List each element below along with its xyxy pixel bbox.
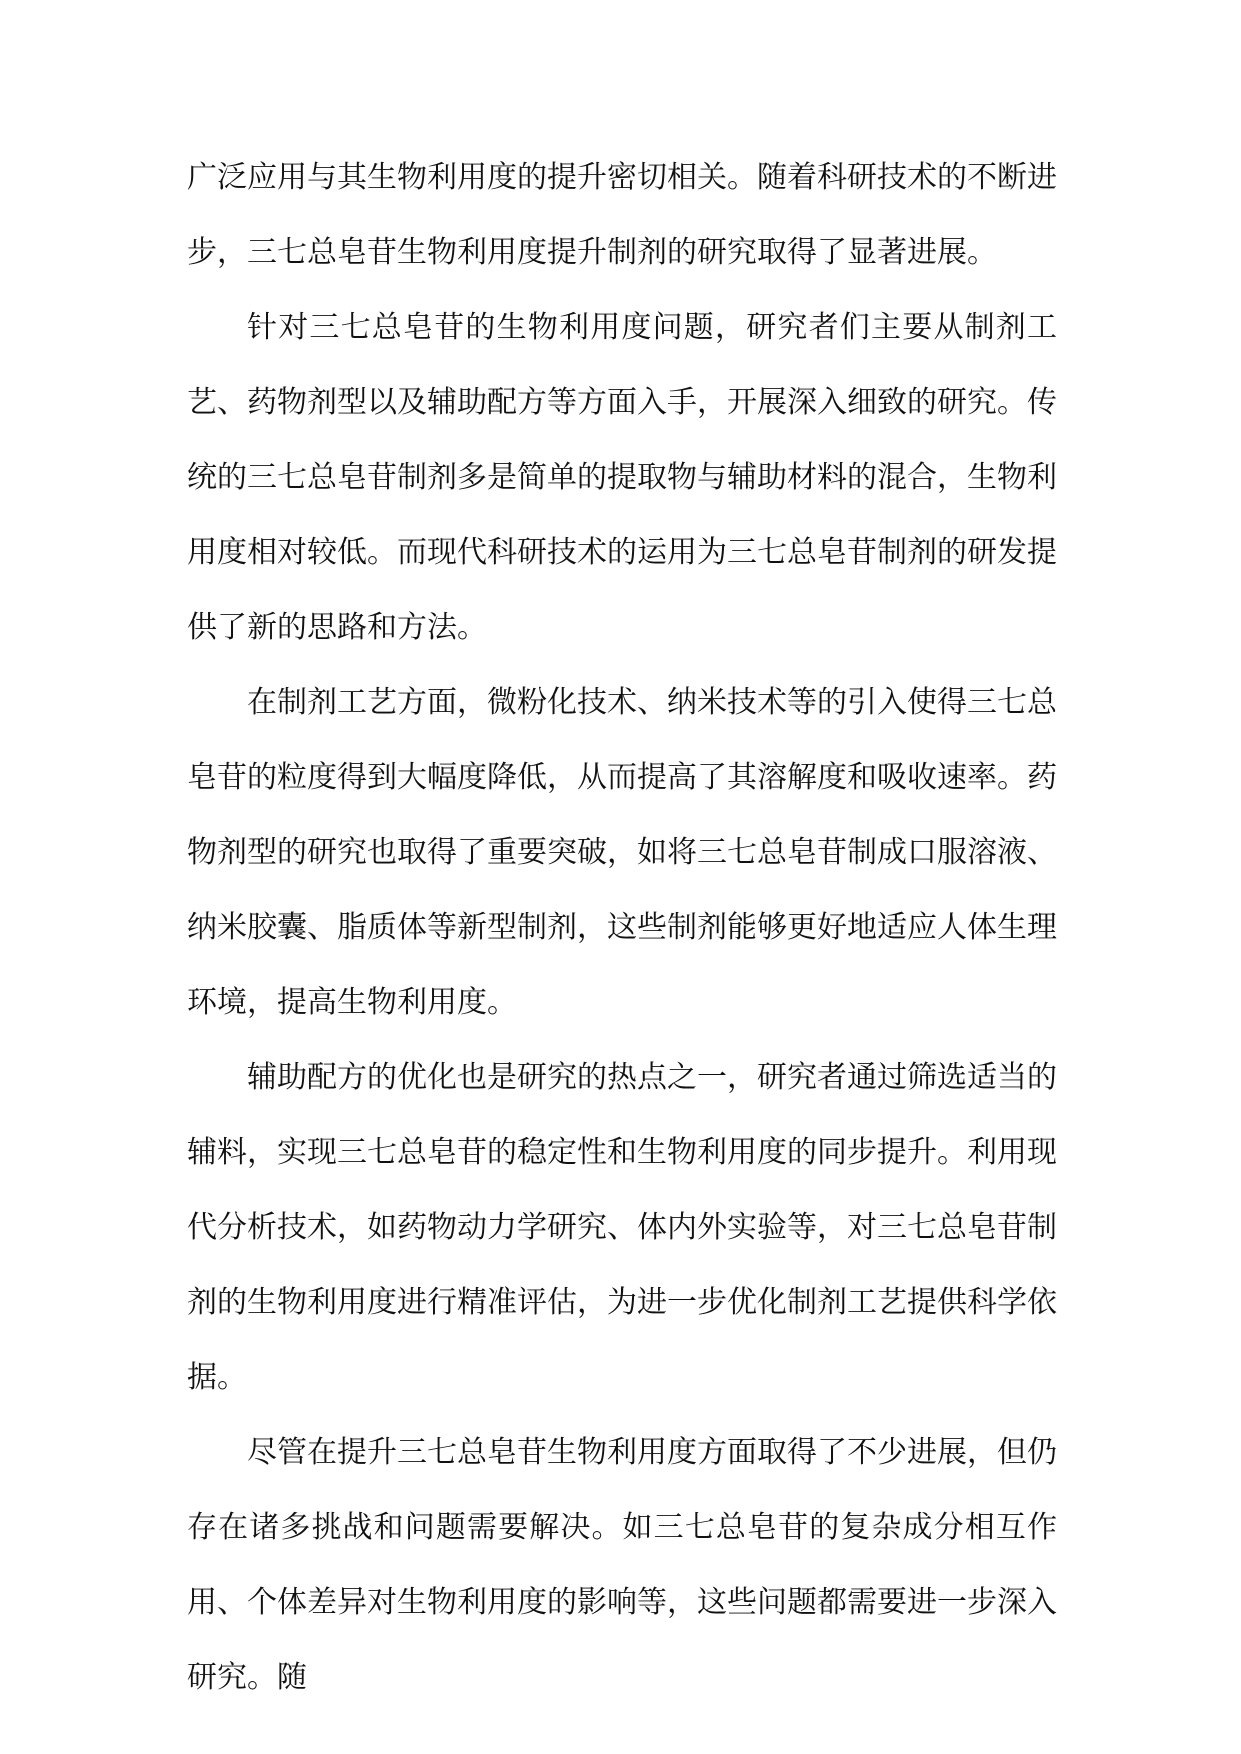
paragraph-2: 针对三七总皂苷的生物利用度问题，研究者们主要从制剂工艺、药物剂型以及辅助配方等方面入手，开展深入细致的研究。传统的三七总皂苷制剂多是简单的提取物与辅助材料的混合，生物利用度相对较低。而现代科研技术的运用为三七总皂苷制剂的研发提供了新的思路和方法。 (187, 310, 1057, 645)
paragraph-3: 在制剂工艺方面，微粉化技术、纳米技术等的引入使得三七总皂苷的粒度得到大幅度降低，从而提高了其溶解度和吸收速率。药物剂型的研究也取得了重要突破，如将三七总皂苷制成口服溶液、纳米胶囊、脂质体等新型制剂，这些制剂能够更好地适应人体生理环境，提高生物利用度。 (187, 685, 1057, 1020)
document-body (187, 140, 1057, 1715)
paragraph-1: 广泛应用与其生物利用度的提升密切相关。随着科研技术的不断进步，三七总皂苷生物利用度提升制剂的研究取得了显著进展。 (187, 160, 1057, 270)
paragraph-5: 尽管在提升三七总皂苷生物利用度方面取得了不少进展，但仍存在诸多挑战和问题需要解决。如三七总皂苷的复杂成分相互作用、个体差异对生物利用度的影响等，这些问题都需要进一步深入研究。随 (187, 1435, 1057, 1695)
paragraph-4: 辅助配方的优化也是研究的热点之一，研究者通过筛选适当的辅料，实现三七总皂苷的稳定性和生物利用度的同步提升。利用现代分析技术，如药物动力学研究、体内外实验等，对三七总皂苷制剂的生物利用度进行精准评估，为进一步优化制剂工艺提供科学依据。 (187, 1060, 1057, 1395)
